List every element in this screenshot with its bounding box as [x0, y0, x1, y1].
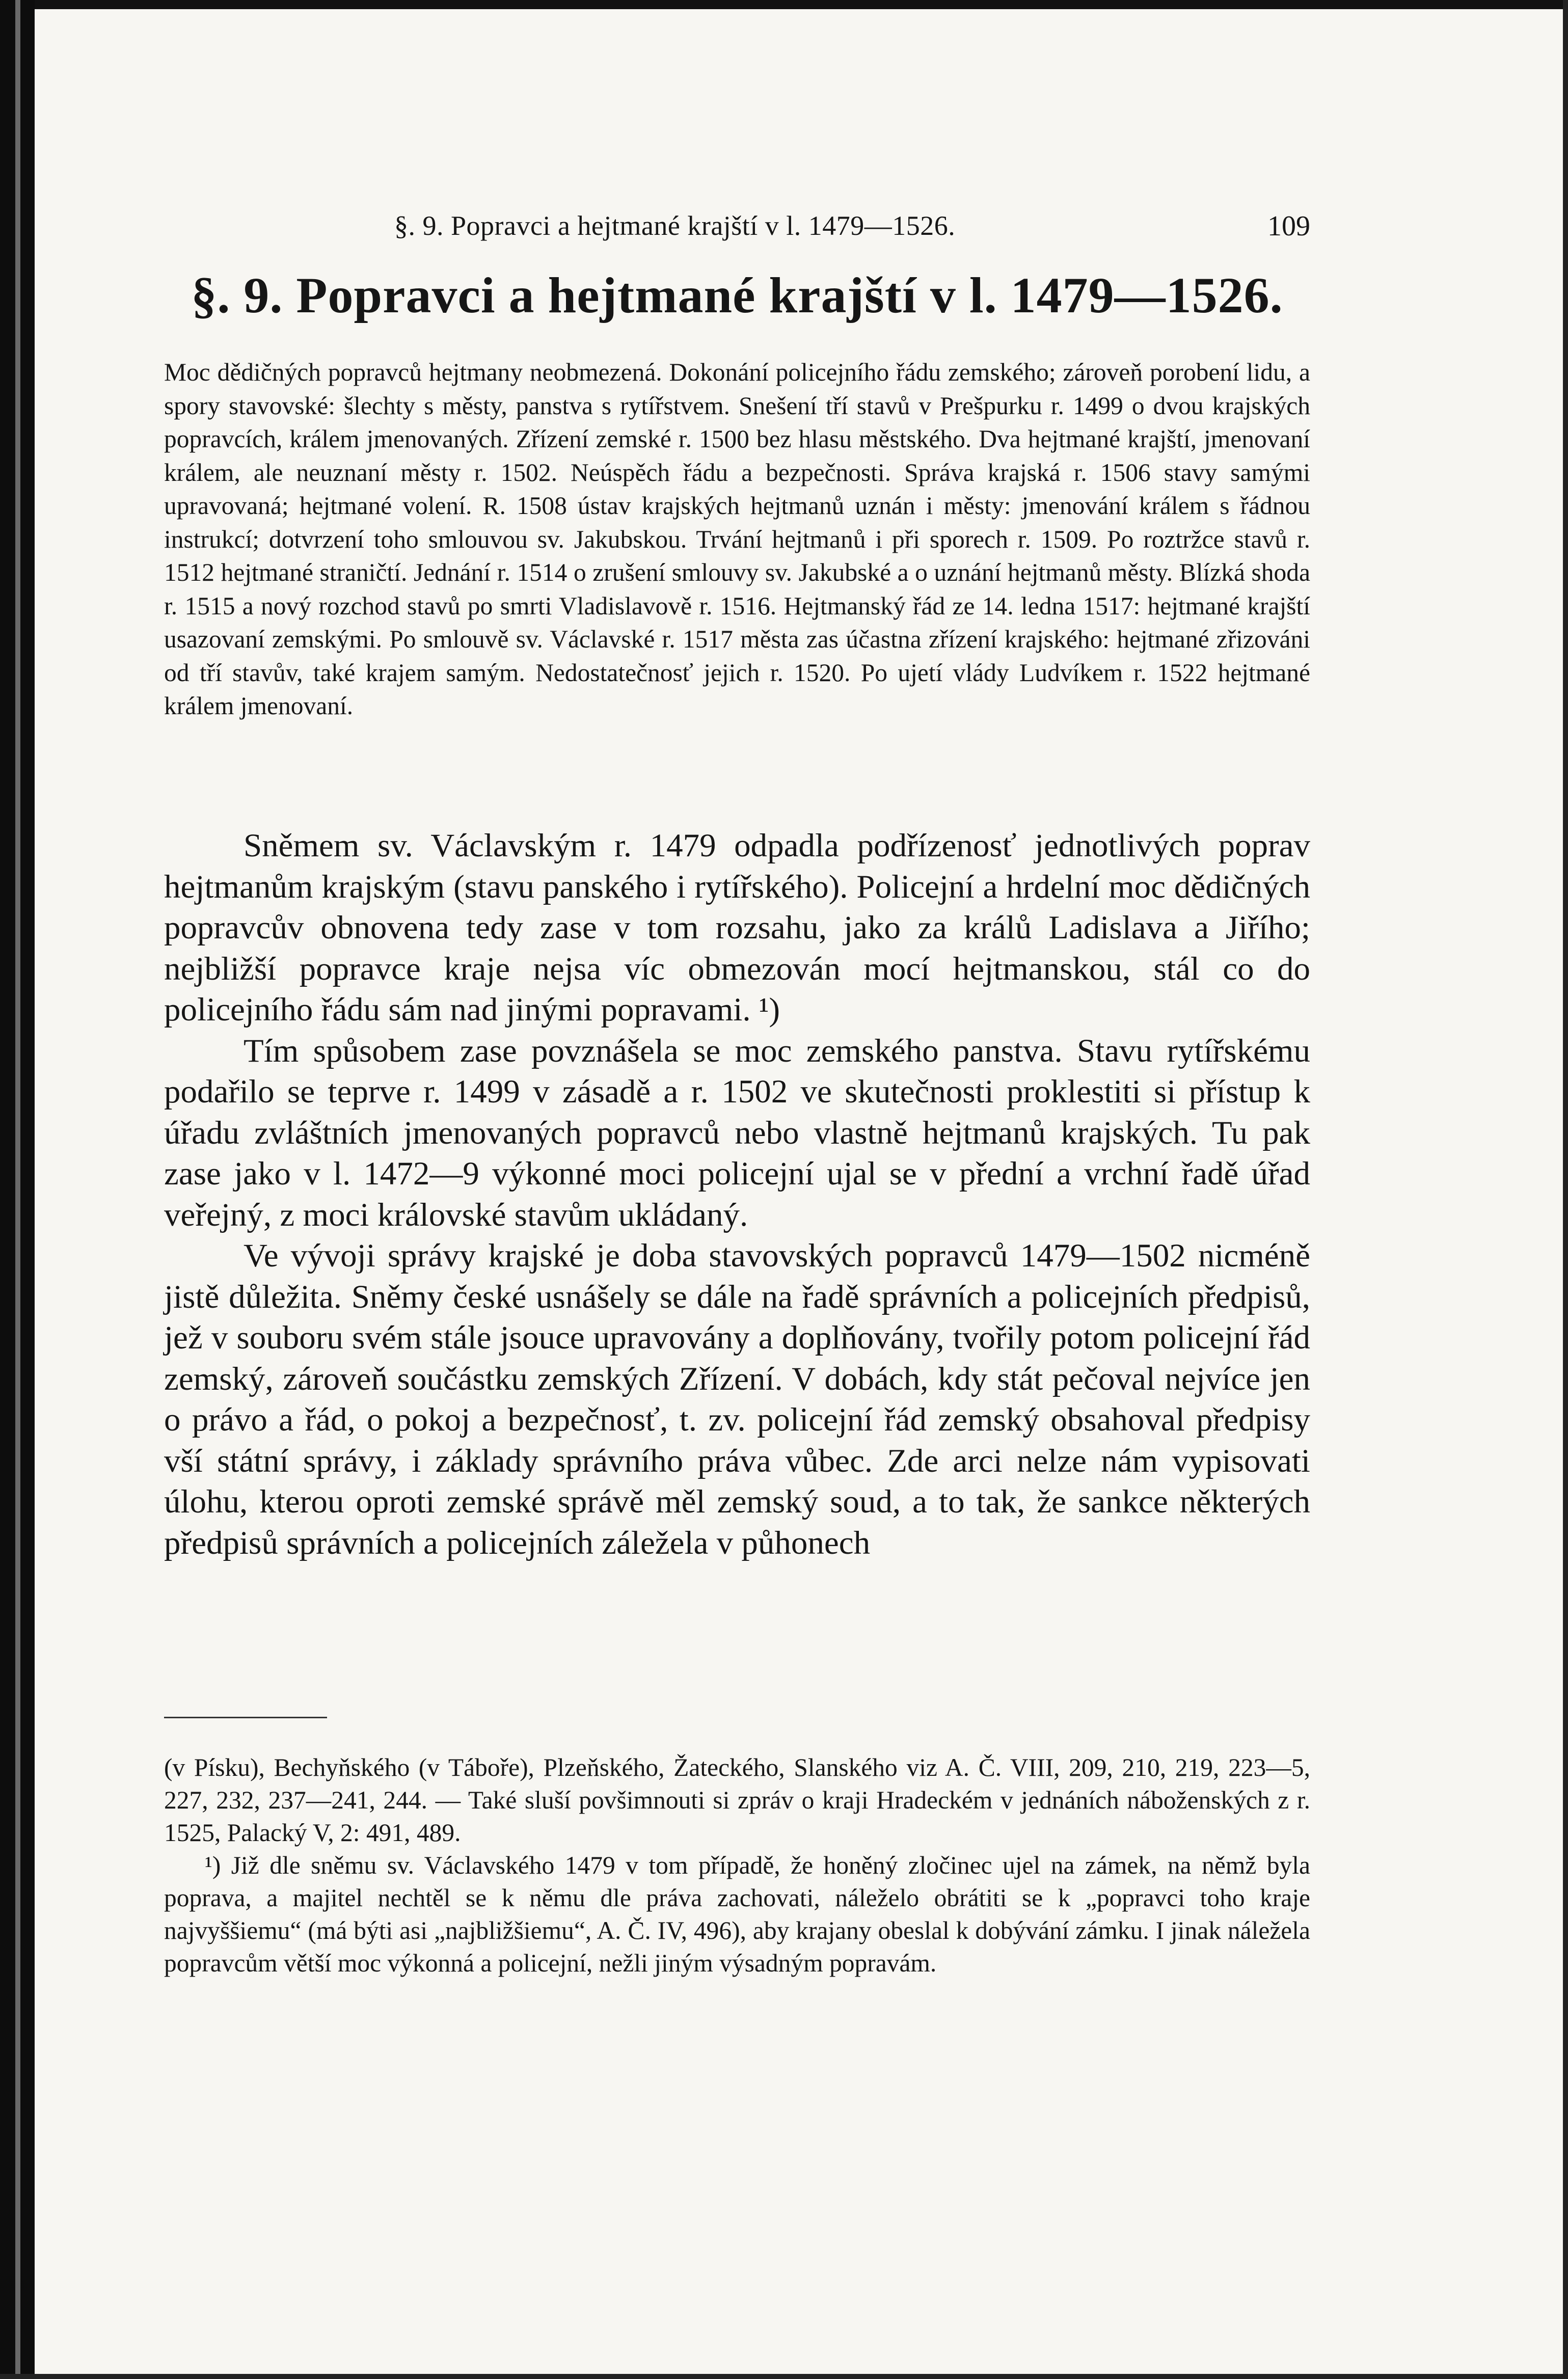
section-heading: §. 9. Popravci a hejtmané krajští v l. 1479—1526.	[191, 267, 1283, 323]
scan-spine-edge	[0, 0, 35, 2379]
body-text	[164, 825, 1310, 1563]
footnote-rule	[164, 1717, 327, 1718]
footnote-continuation: (v Písku), Bechyňského (v Táboře), Plzeňského, Žateckého, Slanského viz A. Č. VIII, 209, 210, 219, 223—5, 227, 232, 237—241, 244. — Také sluší povšimnouti si zpráv o kraji Hradeckém v jednáních náboženských z r. 1525, Palacký V, 2: 491, 489.	[164, 1753, 1310, 1847]
summary-text: Moc dědičných popravců hejtmany neobmezená. Dokonání policejního řádu zemského; zároveň porobení lidu, a spory stavovské: šlechty s městy, panstva s rytířstvem. Snešení tří stavů v Prešpurku r. 1499 o dvou krajských popravcích, králem jmenovaných. Zřízení zemské r. 1500 bez hlasu městského. Dva hejtmané krajští, jmenovaní králem, ale neuznaní městy r. 1502. Neúspěch řádu a bezpečnosti. Správa krajská r. 1506 stavy samými upravovaná; hejtmané volení. R. 1508 ústav krajských hejtmanů uznán i městy: jmenování králem s řádnou instrukcí; dotvrzení toho smlouvou sv. Jakubskou. Trvání hejtmanů i při sporech r. 1509. Po roztržce stavů r. 1512 hejtmané straničtí. Jednání r. 1514 o zrušení smlouvy sv. Jakubské a o uznání hejtmanů městy. Blízká shoda r. 1515 a nový rozchod stavů po smrti Vladislavově r. 1516. Hejtmanský řád ze 14. ledna 1517: hejtmané krajští usazovaní zemskými. Po smlouvě sv. Václavské r. 1517 města zas účastna zřízení krajského: hejtmané zřizováni od tří stavův, také krajem samým. Nedostatečnosť jejich r. 1520. Po ujetí vlády Ludvíkem r. 1522 hejtmané králem jmenovaní.	[164, 358, 1310, 720]
section-summary	[164, 356, 1310, 723]
footnote-1: ¹) Již dle sněmu sv. Václavského 1479 v tom případě, že honěný zločinec ujel na zámek, na němž byla poprava, a majitel nechtěl se k němu dle práva zachovati, náleželo obrátiti se k „popravci toho kraje najvyššiemu“ (má býti asi „najbližšiemu“, A. Č. IV, 496), aby krajany obeslal k dobývání zámku. I jinak náležela popravcům větší moc výkonná a policejní, nežli jiným výsadným popravám.	[164, 1851, 1310, 1977]
scan-bottom-edge	[0, 2374, 1568, 2379]
paragraph: Ve vývoji správy krajské je doba stavovských popravců 1479—1502 nicméně jistě důležita. Sněmy české usnášely se dále na řadě správních a policejních předpisů, jež v souboru svém stále jsouce upravovány a doplňovány, tvořily potom policejní řád zemský, zároveň součástku zemských Zřízení. V dobách, kdy stát pečoval nejvíce jen o právo a řád, o pokoj a bezpečnosť, t. zv. policejní řád zemský obsahoval předpisy vší státní správy, i základy správního práva vůbec. Zde arci nelze nám vypisovati úlohu, kterou oproti zemské správě měl zemský soud, a to tak, že sankce některých předpisů správních a policejních záležela v půhonech	[164, 1237, 1310, 1561]
scan-top-edge	[0, 0, 1568, 9]
running-head	[164, 210, 1310, 246]
page-number: 109	[1267, 210, 1310, 242]
footnotes	[164, 1751, 1310, 1980]
running-head-title: §. 9. Popravci a hejtmané krajští v l. 1479—1526.	[394, 210, 956, 241]
paragraph: Tím spůsobem zase povznášela se moc zemského panstva. Stavu rytířskému podařilo se teprve r. 1499 v zásadě a r. 1502 ve skutečnosti proklestiti si přístup k úřadu zvláštních jmenovaných popravců nebo vlastně hejtmanů krajských. Tu pak zase jako v l. 1472—9 výkonné moci policejní ujal se v přední a vrchní řadě úřad veřejný, z moci královské stavům ukládaný.	[164, 1032, 1310, 1233]
scan-right-edge	[1563, 0, 1568, 2379]
scan-spine-gap	[15, 0, 20, 2379]
paragraph: Sněmem sv. Václavským r. 1479 odpadla podřízenosť jednotlivých poprav hejtmanům krajským (stavu panského i rytířského). Policejní a hrdelní moc dědičných popravcův obnovena tedy zase v tom rozsahu, jako za králů Ladislava a Jiřího; nejbližší popravce kraje nejsa víc obmezován mocí hejtmanskou, stál co do policejního řádu sám nad jinými popravami. ¹)	[164, 827, 1310, 1028]
